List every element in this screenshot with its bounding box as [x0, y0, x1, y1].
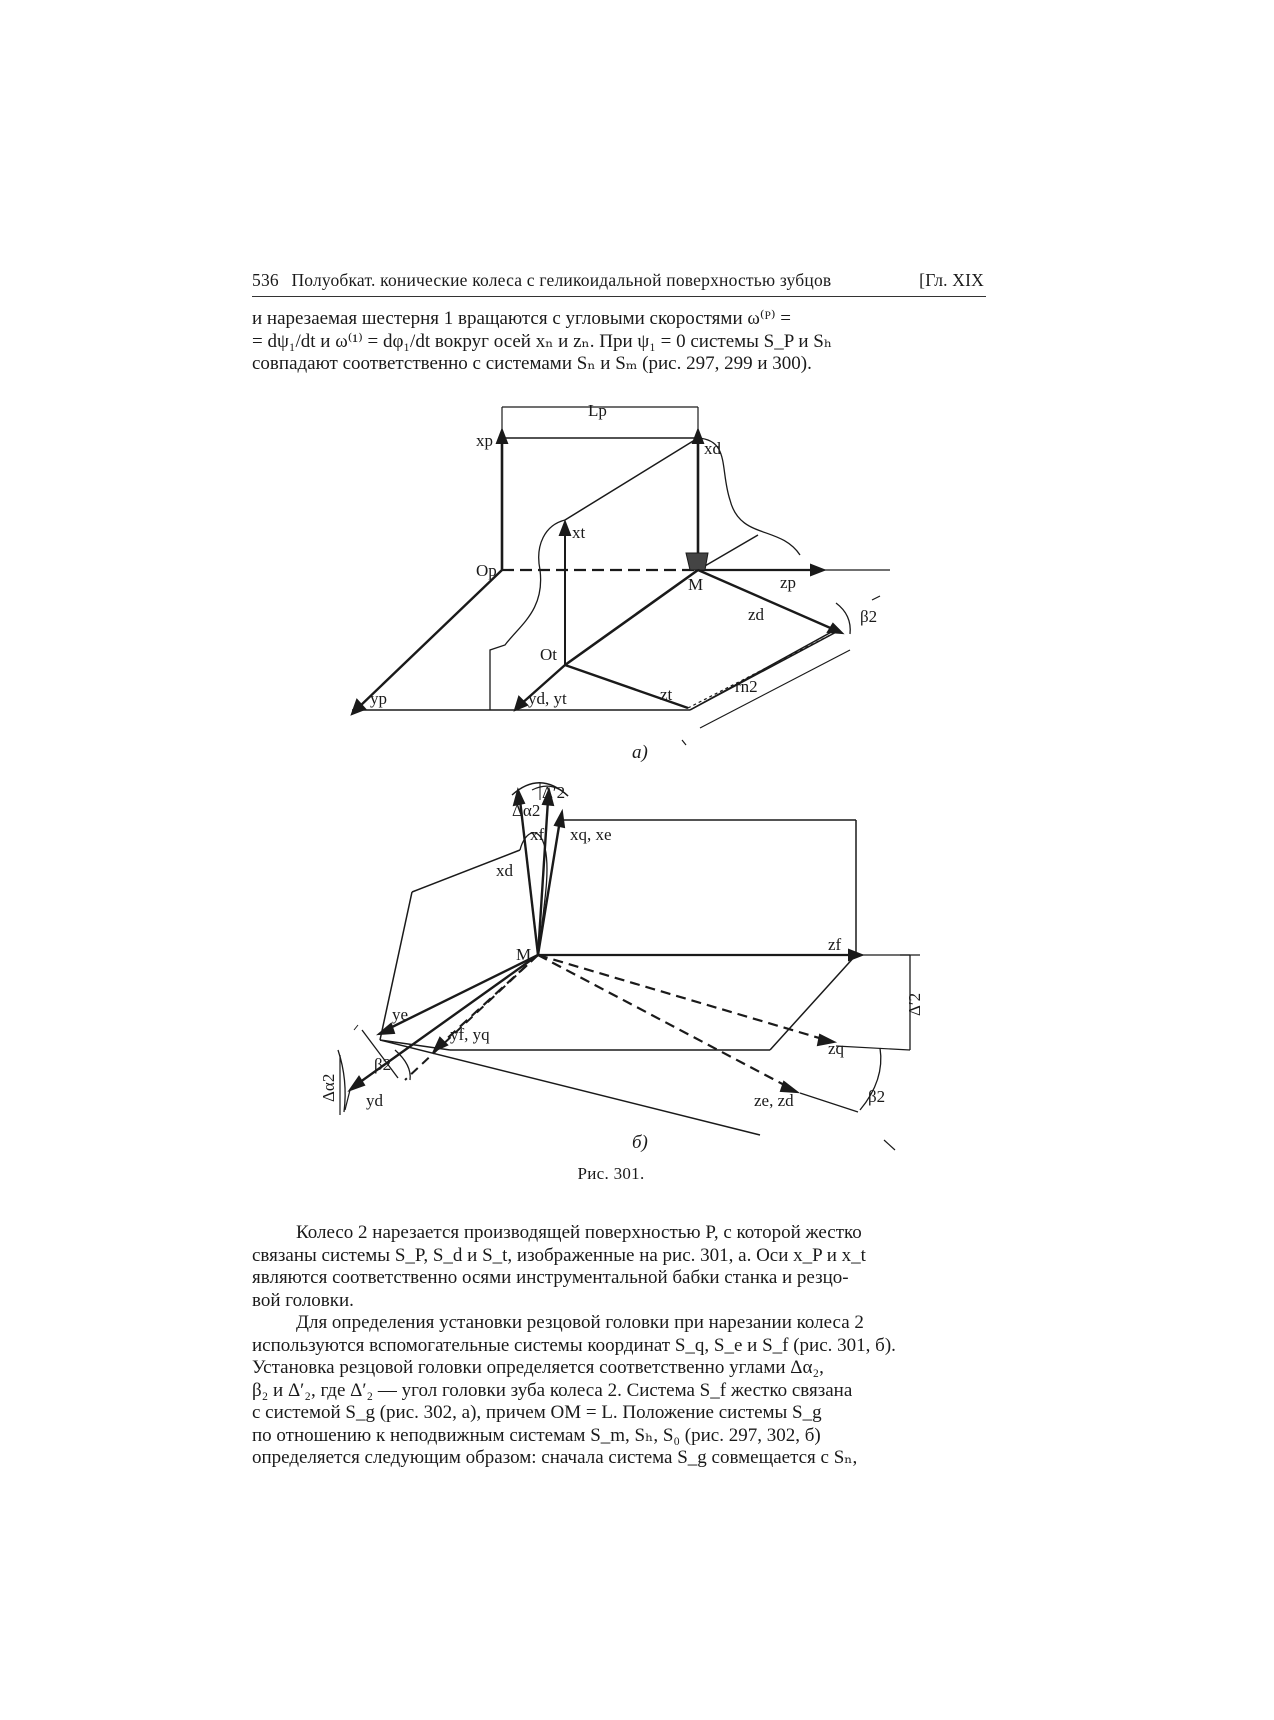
- subfigure-label-a: а): [632, 742, 648, 763]
- text-line: используются вспомогательные системы координат S_q, S_e и S_f (рис. 301, б).: [252, 1334, 896, 1356]
- figure-a-labels: [370, 401, 877, 708]
- label-M: M: [688, 575, 704, 594]
- label-xd-b: xd: [496, 861, 513, 880]
- chapter-ref: [Гл. XIX: [919, 270, 984, 290]
- label-yd-b: yd: [366, 1091, 383, 1110]
- text-line: = dψ₁/dt и ω⁽¹⁾ = dφ₁/dt вокруг осей xₙ и zₙ. При ψ₁ = 0 системы S_P и Sₕ: [252, 330, 833, 352]
- label-delta2-right: Δ′2: [905, 992, 924, 1016]
- label-beta2-right: β2: [868, 1087, 886, 1106]
- body-paragraph-2: [252, 1312, 986, 1470]
- figure-b-drawing: [338, 782, 920, 1150]
- label-xt: xt: [572, 523, 586, 542]
- label-xp: xp: [476, 431, 493, 450]
- text-line: связаны системы S_P, S_d и S_t, изображенные на рис. 301, а. Оси x_P и x_t: [252, 1244, 866, 1266]
- text-line: совпадают соответственно с системами Sₙ и Sₘ (рис. 297, 299 и 300).: [252, 353, 812, 374]
- label-ze-zd: ze, zd: [754, 1091, 794, 1110]
- running-title: Полуобкат. конические колеса с геликоидальной поверхностью зубцов: [291, 270, 832, 290]
- label-Lp: Lp: [588, 401, 607, 420]
- label-xd: xd: [704, 439, 721, 458]
- label-zq: zq: [828, 1039, 845, 1058]
- label-zt: zt: [660, 685, 673, 704]
- label-beta2: β2: [860, 607, 878, 626]
- label-M-b: M: [516, 945, 532, 964]
- page-number: 536: [252, 270, 279, 290]
- label-xf: xf: [530, 825, 545, 844]
- body-paragraph-1: [252, 1222, 986, 1312]
- text-line: вой головки.: [252, 1289, 354, 1311]
- label-dalpha2-top: Δα2: [512, 801, 541, 820]
- text-line: являются соответственно осями инструментальной бабки станка и резцо-: [252, 1267, 849, 1288]
- label-delta2-top: Δ′2: [542, 783, 566, 802]
- label-Op: Op: [476, 561, 497, 580]
- figure-caption: Рис. 301.: [577, 1164, 645, 1183]
- text-line: с системой S_g (рис. 302, а), причем OM = L. Положение системы S_g: [252, 1402, 822, 1423]
- label-beta2-left: β2: [374, 1055, 392, 1074]
- label-zp: zp: [780, 573, 797, 592]
- label-yd-yt: yd, yt: [528, 689, 567, 708]
- label-yp: yp: [370, 689, 387, 708]
- label-xq-xe: xq, xe: [570, 825, 612, 844]
- label-zf: zf: [828, 935, 842, 954]
- figure-a-drawing: [352, 407, 890, 745]
- text-line: Колесо 2 нарезается производящей поверхностью P, с которой жестко: [296, 1222, 862, 1243]
- text-line: Для определения установки резцовой головки при нарезании колеса 2: [296, 1312, 864, 1333]
- label-Ot: Ot: [540, 645, 557, 664]
- text-line: Установка резцовой головки определяется соответственно углами Δα₂,: [252, 1357, 824, 1378]
- label-zd: zd: [748, 605, 765, 624]
- label-ye: ye: [392, 1005, 409, 1024]
- text-line: и нарезаемая шестерня 1 вращаются с угловыми скоростями ω⁽ᴾ⁾ =: [252, 308, 791, 329]
- label-dalpha2-left: Δα2: [319, 1073, 338, 1102]
- subfigure-label-b: б): [632, 1132, 648, 1153]
- text-line: β₂ и Δ′₂, где Δ′₂ — угол головки зуба колеса 2. Система S_f жестко связана: [252, 1379, 853, 1401]
- text-line: по отношению к неподвижным системам S_m, Sₕ, S₀ (рис. 297, 302, б): [252, 1424, 821, 1446]
- figure-b-labels: [319, 783, 924, 1110]
- text-line: определяется следующим образом: сначала система S_g совмещается с Sₙ,: [252, 1447, 858, 1468]
- label-rn2: rn2: [735, 677, 758, 696]
- label-yf-yq: yf, yq: [450, 1025, 490, 1044]
